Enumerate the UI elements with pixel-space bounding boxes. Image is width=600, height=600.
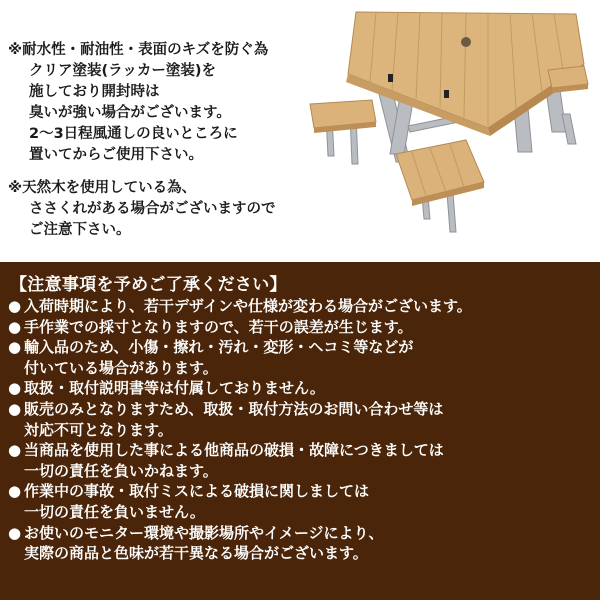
finish-note-line: 施しており開封時は xyxy=(29,84,160,100)
caution-item xyxy=(8,378,594,399)
caution-item-text: 作業中の事故・取付ミスによる破損に関しましては xyxy=(24,482,370,501)
caution-item-continuation: 対応不可となります。 xyxy=(24,420,173,439)
bullet-icon: ● xyxy=(8,338,22,357)
caution-item xyxy=(8,296,594,317)
finish-note-line: 2～3日程風通しの良いところに xyxy=(29,126,238,142)
caution-item xyxy=(8,481,594,522)
bullet-icon: ● xyxy=(8,399,22,418)
finish-note-line: 臭いが強い場合がございます。 xyxy=(29,105,231,121)
caution-item-continuation: 実際の商品と色味が若干異なる場合がございます。 xyxy=(24,544,368,563)
caution-item xyxy=(8,440,594,481)
caution-item-text: 取扱・取付説明書等は付属しておりません。 xyxy=(24,379,325,398)
caution-panel xyxy=(0,262,600,600)
caution-heading: 【注意事項を予めご了承ください】 xyxy=(10,275,287,295)
caution-item-text: 手作業での採寸となりますので、若干の誤差が生じます。 xyxy=(24,317,413,336)
wood-note-line: ご注意下さい。 xyxy=(29,222,131,238)
caution-item-text: お使いのモニター環境や撮影場所やイメージにより、 xyxy=(24,523,384,542)
finish-note xyxy=(8,40,268,166)
caution-item-continuation: 一切の責任を負いかねます。 xyxy=(24,461,218,480)
caution-item-continuation: 一切の責任を負いません。 xyxy=(24,502,205,521)
caution-list xyxy=(8,296,594,564)
finish-note-line: 置いてからご使用下さい。 xyxy=(29,147,203,163)
wood-note-line: ささくれがある場合がございますので xyxy=(29,201,276,217)
bullet-icon: ● xyxy=(8,297,22,315)
caution-item xyxy=(8,399,594,440)
caution-item xyxy=(8,337,594,378)
bullet-icon: ● xyxy=(8,317,22,336)
bullet-icon: ● xyxy=(8,441,22,460)
caution-item-continuation: 付いている場合があります。 xyxy=(24,358,218,377)
wood-note xyxy=(8,178,276,241)
finish-note-lead: ※耐水性・耐油性・表面のキズを防ぐ為 xyxy=(8,42,269,58)
bullet-icon: ● xyxy=(8,379,22,398)
caution-item-text: 輸入品のため、小傷・擦れ・汚れ・変形・ヘコミ等などが xyxy=(24,338,414,357)
product-info-section xyxy=(0,0,600,262)
wood-note-lead: ※天然木を使用している為、 xyxy=(8,180,197,196)
picnic-table-photo xyxy=(300,4,600,262)
caution-item xyxy=(8,317,594,338)
caution-item-text: 当商品を使用した事による他商品の破損・故障につきましては xyxy=(24,441,444,460)
caution-item-text: 入荷時期により、若干デザインや仕様が変わる場合がございます。 xyxy=(24,297,472,315)
bullet-icon: ● xyxy=(8,523,22,542)
finish-note-line: クリア塗装(ラッカー塗装)を xyxy=(29,63,216,79)
caution-item xyxy=(8,523,594,564)
caution-item-text: 販売のみとなりますため、取扱・取付方法のお問い合わせ等は xyxy=(24,399,444,418)
bullet-icon: ● xyxy=(8,482,22,501)
